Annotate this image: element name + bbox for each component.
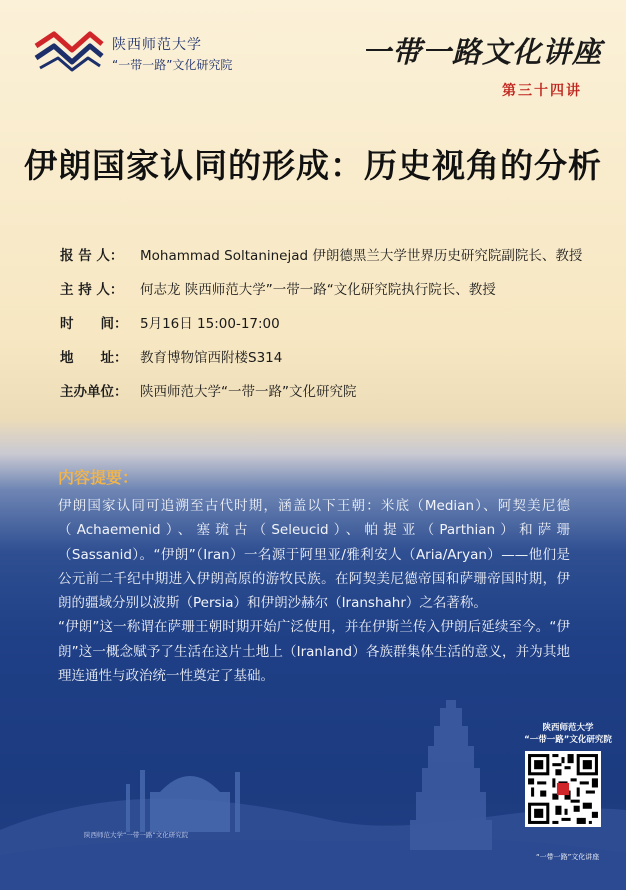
university-name: 陕西师范大学	[112, 37, 202, 53]
qr-code[interactable]	[525, 751, 601, 827]
event-info	[60, 244, 600, 414]
location-row	[60, 346, 600, 380]
summary-heading: 内容提要：	[58, 468, 139, 487]
speaker-row	[60, 244, 600, 278]
institute-logo	[32, 28, 106, 76]
lecture-title: 伊朗国家认同的形成：历史视角的分析	[24, 146, 602, 185]
organizer-row	[60, 380, 600, 414]
time-row	[60, 312, 600, 346]
lecture-number: 第三十四讲	[502, 83, 582, 99]
lecture-series-title: 一带一路文化讲座	[361, 35, 602, 69]
summary-paragraph: 伊朗国家认同可追溯至古代时期，涵盖以下王朝：米底（Median）、阿契美尼德（Achaemenid）、塞琉古（Seleucid）、帕提亚（Parthian）和萨珊（Sassanid）。“伊朗”（Iran）一名源于阿里亚/雅利安人（Aria/Aryan）——他们是公元前二千纪中期进入伊朗高原的游牧民族。在阿契美尼德帝国和萨珊帝国时期，伊朗的疆域分别以波斯（Persia）和伊朗沙赫尔（Iranshahr）之名著称。	[58, 498, 570, 612]
footer-left-text: 陕西师范大学“一带一路”文化研究院	[84, 831, 189, 839]
time-label: 时 间：	[60, 316, 128, 332]
location-value: 教育博物馆西附楼S314	[140, 350, 283, 366]
footer-right-text: “一带一路”文化讲座	[536, 853, 600, 861]
location-label: 地 址：	[60, 350, 128, 366]
speaker-label: 报 告 人：	[60, 248, 124, 264]
host-value: 何志龙 陕西师范大学”一带一路“文化研究院执行院长、教授	[140, 282, 496, 298]
speaker-value: Mohammad Soltaninejad 伊朗德黑兰大学世界历史研究院副院长、教授	[140, 248, 583, 264]
time-value: 5月16日 15:00-17:00	[140, 316, 280, 332]
host-row	[60, 278, 600, 312]
qr-caption	[512, 722, 624, 746]
qr-caption-line2: “一带一路”文化研究院	[524, 735, 612, 745]
summary-section	[58, 465, 570, 688]
qr-caption-line1: 陕西师范大学	[542, 723, 594, 733]
institute-name: “一带一路”文化研究院	[112, 58, 233, 72]
organizer-label: 主办单位：	[60, 384, 128, 400]
summary-paragraph: “伊朗”这一称谓在萨珊王朝时期开始广泛使用，并在伊斯兰传入伊朗后延续至今。“伊朗”这一概念赋予了生活在这片土地上（Iranland）各族群集体生活的意义，并为其地理连通性与政治统一性奠定了基础。	[58, 619, 570, 685]
organizer-value: 陕西师范大学“一带一路”文化研究院	[140, 384, 357, 400]
host-label: 主 持 人：	[60, 282, 124, 298]
